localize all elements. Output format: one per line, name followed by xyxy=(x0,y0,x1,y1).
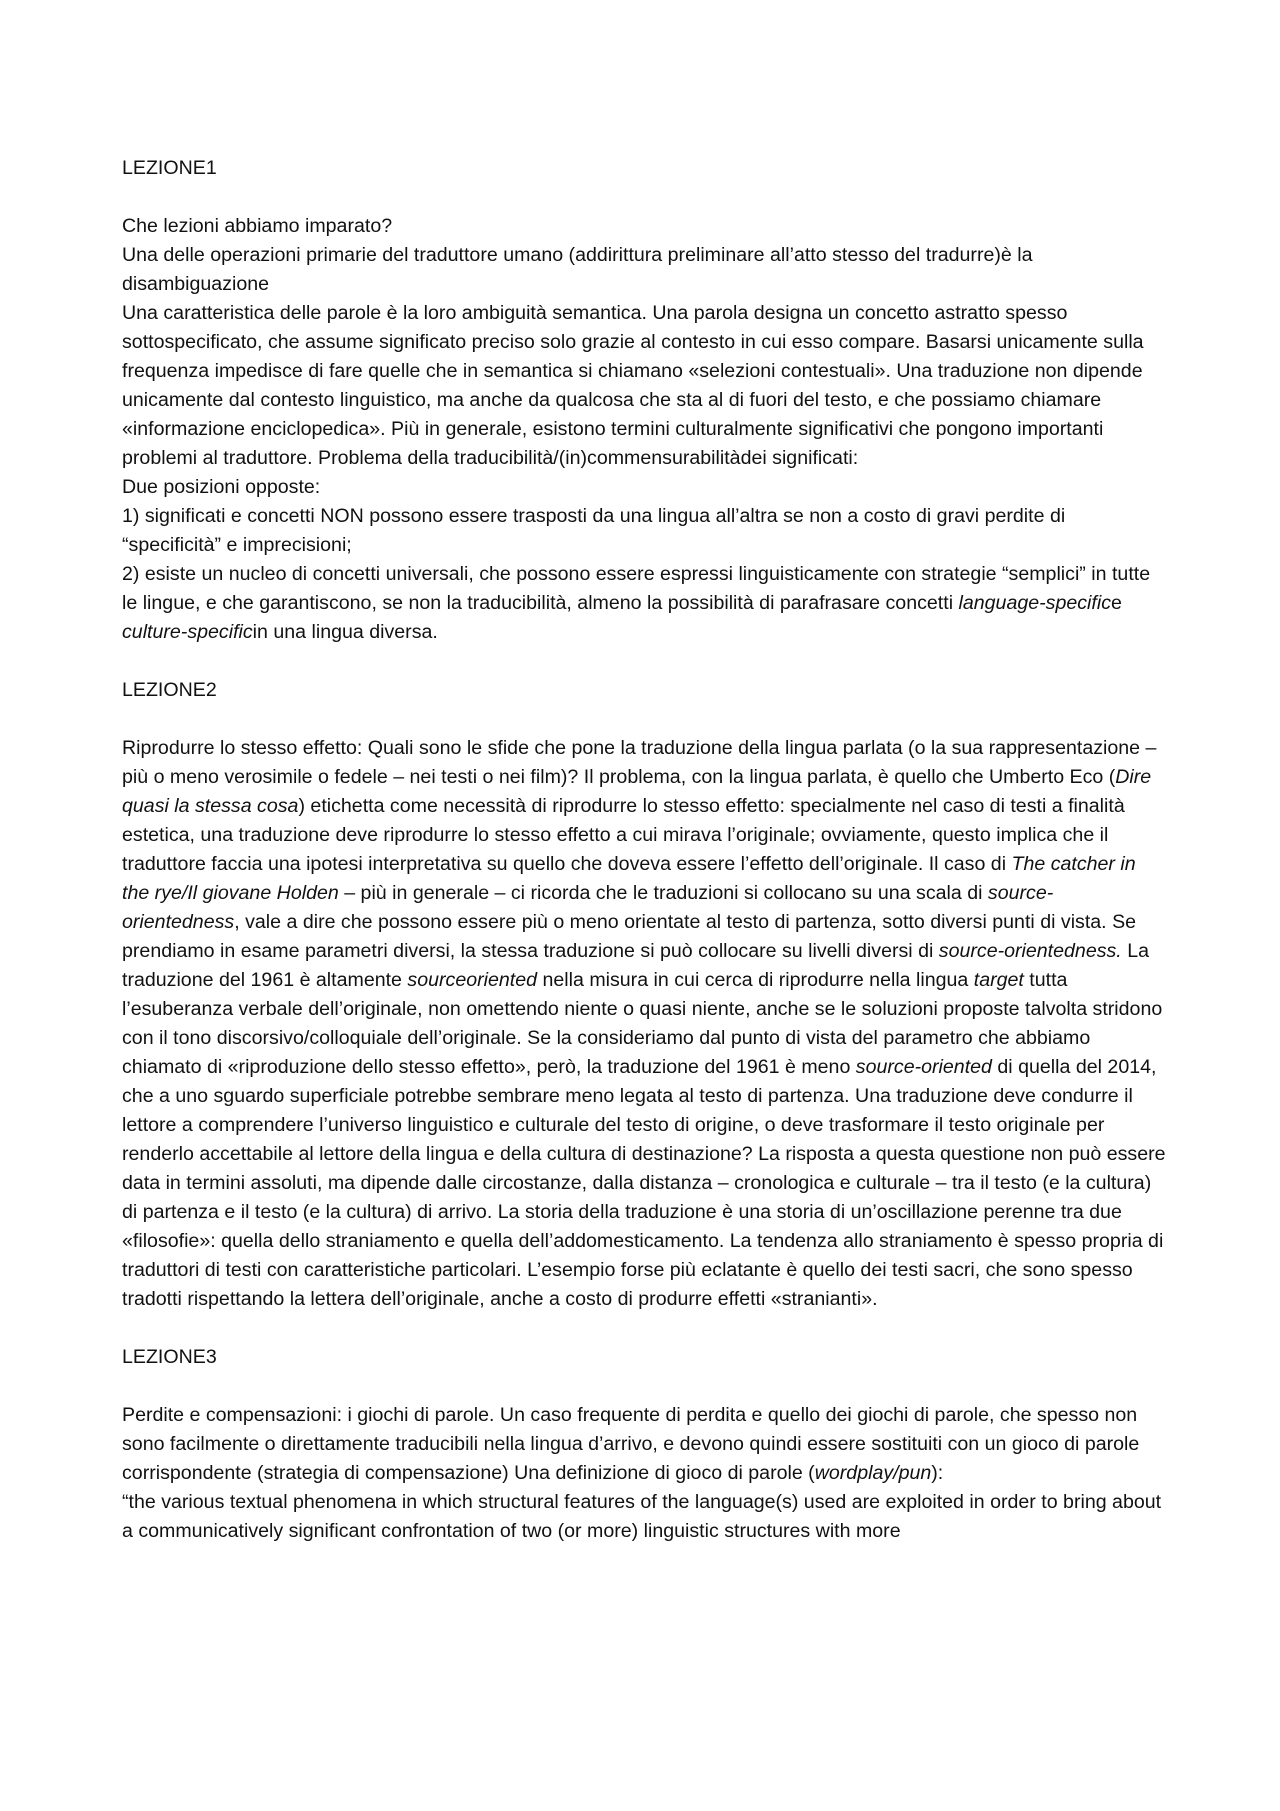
lesson1-question: Che lezioni abbiamo imparato? xyxy=(122,215,393,237)
lesson1-point-2 xyxy=(122,560,1168,647)
spacer xyxy=(122,705,1168,734)
lesson2-title: LEZIONE2 xyxy=(122,679,217,701)
lesson1-point-2-italic-2: culture-specific xyxy=(122,621,253,643)
lesson2-text-6: nella misura in cui cerca di riprodurre nella lingua xyxy=(537,969,974,991)
lesson1-point-1: 1) significati e concetti NON possono essere trasposti da una lingua all’altra se non a costo di gravi perdite di “specificità” e imprecisioni; xyxy=(122,505,1066,556)
lesson2-text-2: ) etichetta come necessità di riprodurre lo stesso effetto: specialmente nel caso di testi a finalità estetica, una traduzione deve riprodurre lo stesso effetto a cui mirava l’originale; ovviamente, questo implica che il traduttore faccia una ipotesi interpretativa su quello che doveva essere l’effetto dell’originale. Il caso di xyxy=(122,795,1125,875)
lesson2-text-1: Riprodurre lo stesso effetto: Quali sono le sfide che pone la traduzione della lingua parlata (o la sua rappresentazione – più o meno verosimile o fedele – nei testi o nei film)? Il problema, con la lingua parlata, è quello che Umberto Eco ( xyxy=(122,737,1157,788)
lesson3-text-1: Perdite e compensazioni: i giochi di parole. Un caso frequente di perdita e quello dei giochi di parole, che spesso non sono facilmente o direttamente traducibili nella lingua d’arrivo, e devono quindi essere sostituiti con un gioco di parole corrispondente (strategia di compensazione) Una definizione di gioco di parole ( xyxy=(122,1404,1140,1484)
lesson3-title: LEZIONE3 xyxy=(122,1346,217,1368)
lesson3-paragraph xyxy=(122,1401,1168,1488)
spacer xyxy=(122,1314,1168,1343)
lesson2-text-4: , vale a dire che possono essere più o meno orientate al testo di partenza, sotto diversi punti di vista. Se prendiamo in esame parametri diversi, la stessa traduzione si può collocare su livelli diversi di xyxy=(122,911,1137,962)
lesson2-italic-1: Dire quasi la stessa cosa xyxy=(122,766,1152,817)
lesson2-text-8: di quella del 2014, che a uno sguardo superficiale potrebbe sembrare meno legata al testo di partenza. Una traduzione deve condurre il lettore a comprendere l’universo linguistico e culturale del testo di origine, o deve trasformare il testo originale per renderlo accettabile al lettore della lingua e della cultura di destinazione? La risposta a questa questione non può essere data in termini assoluti, ma dipende dalle circostanze, dalla distanza – cronologica e culturale – tra il testo (e la cultura) di partenza e il testo (e la cultura) di arrivo. La storia della traduzione è una storia di un’oscillazione perenne tra due «filosofie»: quella dello straniamento e quella dell’addomesticamento. La tendenza allo straniamento è spesso propria di traduttori di testi con caratteristiche particolari. L’esempio forse più eclatante è quello dei testi sacri, che sono spesso tradotti rispettando la lettera dell’originale, anche a costo di produrre effetti «stranianti». xyxy=(122,1056,1166,1310)
document-page xyxy=(122,154,1168,1546)
lesson1-point-2-italic-1: language-specific xyxy=(958,592,1111,614)
spacer xyxy=(122,647,1168,676)
spacer xyxy=(122,1372,1168,1401)
lesson2-italic-6: target xyxy=(973,969,1024,991)
lesson1-point-2-end: in una lingua diversa. xyxy=(252,621,438,643)
lesson2-italic-3: source-orientedness xyxy=(122,882,1054,933)
lesson2-paragraph xyxy=(122,734,1168,1314)
lesson1-paragraph-2: Una caratteristica delle parole è la loro ambiguità semantica. Una parola designa un concetto astratto spesso sottospecificato, che assume significato preciso solo grazie al contesto in cui esso compare. Basarsi unicamente sulla frequenza impedisce di fare quelle che in semantica si chiamano «selezioni contestuali». Una traduzione non dipende unicamente dal contesto linguistico, ma anche da qualcosa che sta al di fuori del testo, e che possiamo chiamare «informazione enciclopedica». Più in generale, esistono termini culturalmente significativi che pongono importanti problemi al traduttore. Problema della traducibilità/(in)commensurabilitàdei significati: xyxy=(122,302,1144,469)
lesson3-quote: “the various textual phenomena in which structural features of the language(s) used are exploited in order to bring about a communicatively significant confrontation of two (or more) linguistic structures with more xyxy=(122,1491,1162,1542)
lesson1-point-2-mid: e xyxy=(1111,592,1122,614)
lesson1-paragraph-1: Una delle operazioni primarie del traduttore umano (addirittura preliminare all’atto stesso del tradurre)è la disambiguazione xyxy=(122,244,1033,295)
lesson2-italic-2: The catcher in the rye/Il giovane Holden xyxy=(122,853,1136,904)
lesson2-italic-4: source-orientedness. xyxy=(938,940,1122,962)
lesson2-text-3: – più in generale – ci ricorda che le traduzioni si collocano su una scala di xyxy=(338,882,988,904)
lesson3-italic-1: wordplay/pun xyxy=(814,1462,932,1484)
lesson1-paragraph-3: Due posizioni opposte: xyxy=(122,476,321,498)
lesson2-italic-7: source-oriented xyxy=(855,1056,992,1078)
lesson2-text-5: La traduzione del 1961 è altamente xyxy=(122,940,1150,991)
lesson1-point-2-text: 2) esiste un nucleo di concetti universali, che possono essere espressi linguisticamente con strategie “semplici” in tutte le lingue, e che garantiscono, se non la traducibilità, almeno la possibilità di parafrasare concetti xyxy=(122,563,1151,614)
lesson2-italic-5: sourceoriented xyxy=(407,969,538,991)
lesson1-title: LEZIONE1 xyxy=(122,157,217,179)
spacer xyxy=(122,183,1168,212)
lesson3-text-2: ): xyxy=(931,1462,944,1484)
lesson2-text-7: tutta l’esuberanza verbale dell’originale, non omettendo niente o quasi niente, anche se le soluzioni proposte talvolta stridono con il tono discorsivo/colloquiale dell’originale. Se la consideriamo dal punto di vista del parametro che abbiamo chiamato di «riproduzione dello stesso effetto», però, la traduzione del 1961 è meno xyxy=(122,969,1163,1078)
